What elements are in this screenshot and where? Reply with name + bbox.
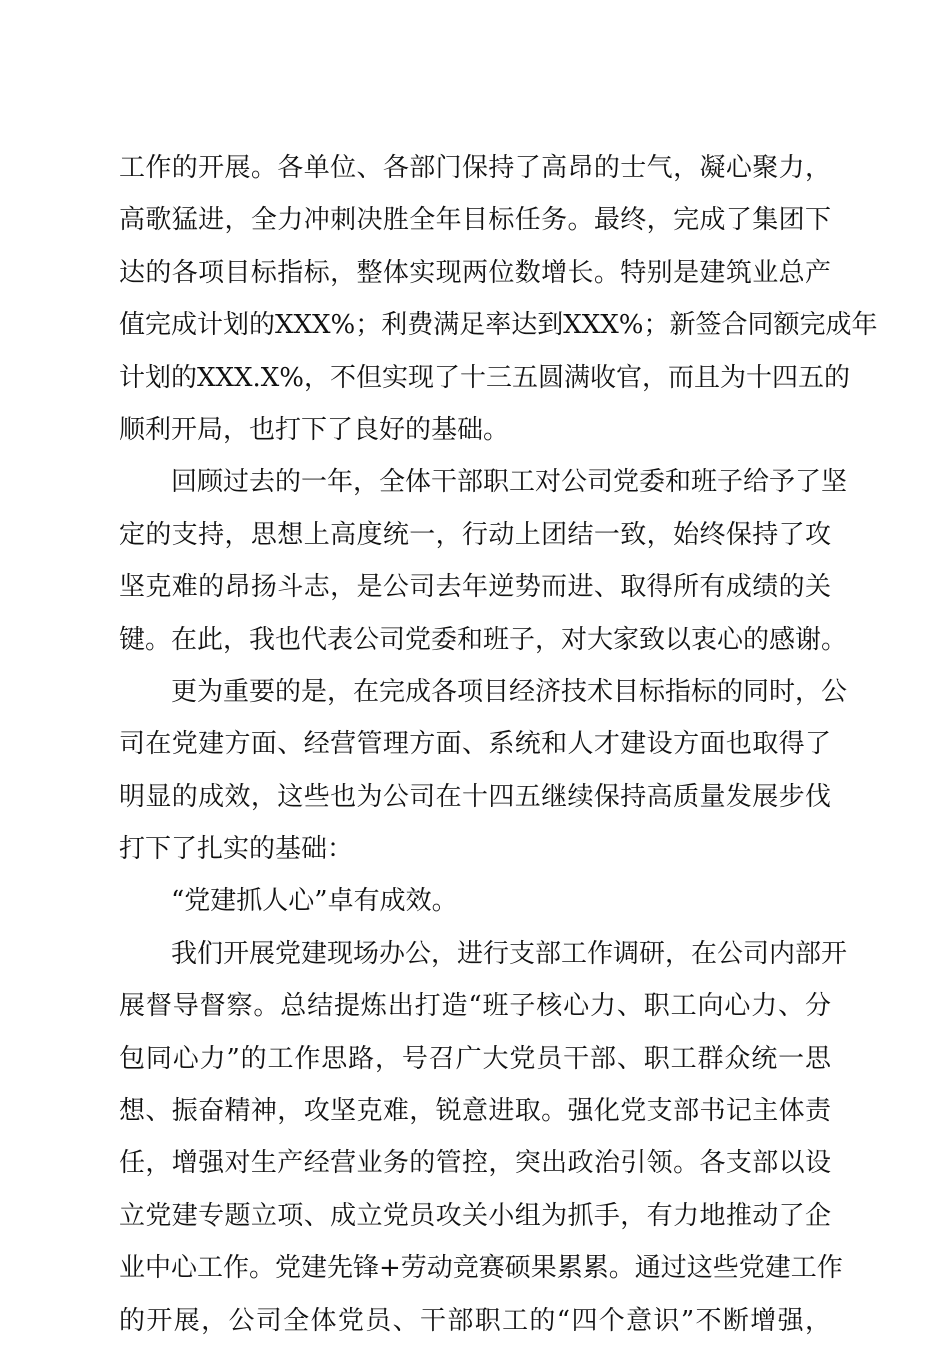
text-line: 坚克难的昂扬斗志，是公司去年逆势而进、取得所有成绩的关 [119, 572, 831, 603]
text-line: 明显的成效，这些也为公司在十四五继续保持高质量发展步伐 [119, 781, 831, 812]
text-line: 任，增强对生产经营业务的管控，突出政治引领。各支部以设 [119, 1148, 831, 1179]
text-line: 包同心力”的工作思路，号召广大党员干部、职工群众统一思 [119, 1043, 831, 1074]
text-line: 值完成计划的XXX%；利费满足率达到XXX%；新签合同额完成年 [119, 310, 878, 341]
text-line: 立党建专题立项、成立党员攻关小组为抓手，有力地推动了企 [119, 1200, 831, 1231]
text-line: 打下了扎实的基础： [119, 834, 354, 865]
text-line: 业中心工作。党建先锋+劳动竞赛硕果累累。通过这些党建工作 [119, 1253, 843, 1284]
text-line: 展督导督察。总结提炼出打造“班子核心力、职工向心力、分 [119, 991, 831, 1022]
text-line: 定的支持，思想上高度统一，行动上团结一致，始终保持了攻 [119, 519, 831, 550]
text-line: “党建抓人心”卓有成效。 [171, 886, 458, 917]
text-line: 达的各项目标指标，整体实现两位数增长。特别是建筑业总产 [119, 257, 831, 288]
text-line: 键。在此，我也代表公司党委和班子，对大家致以衷心的感谢。 [119, 624, 848, 655]
text-line: 顺利开局，也打下了良好的基础。 [119, 414, 510, 445]
text-line: 回顾过去的一年，全体干部职工对公司党委和班子给予了坚 [171, 467, 848, 498]
text-line: 的开展，公司全体党员、干部职工的“四个意识”不断增强， [119, 1305, 831, 1336]
text-line: 更为重要的是，在完成各项目经济技术目标指标的同时，公 [171, 676, 848, 707]
text-line: 我们开展党建现场办公，进行支部工作调研，在公司内部开 [171, 938, 848, 969]
text-line: 想、振奋精神，攻坚克难，锐意进取。强化党支部书记主体责 [119, 1096, 831, 1127]
text-line: 高歌猛进，全力冲刺决胜全年目标任务。最终，完成了集团下 [119, 205, 831, 236]
text-line: 工作的开展。各单位、各部门保持了高昂的士气，凝心聚力， [119, 153, 831, 183]
document-body [119, 142, 878, 1347]
text-line: 计划的XXX.X%，不但实现了十三五圆满收官，而且为十四五的 [119, 362, 851, 393]
text-line: 司在党建方面、经营管理方面、系统和人才建设方面也取得了 [119, 729, 831, 760]
